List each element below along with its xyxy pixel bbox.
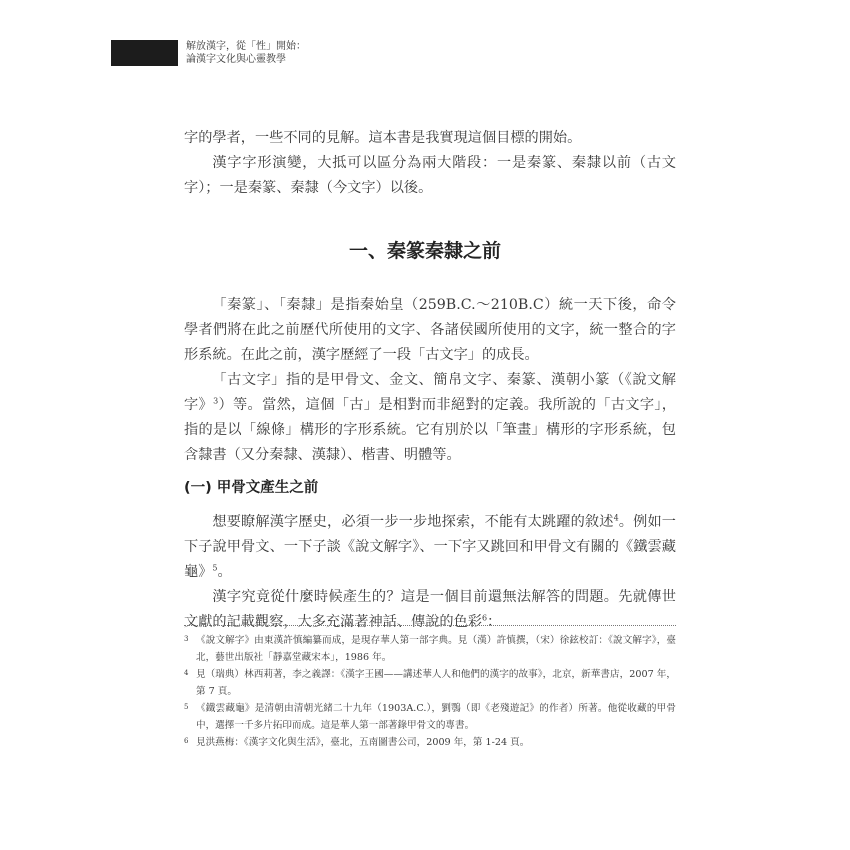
running-head-title (186, 40, 306, 66)
intro-text (184, 126, 676, 201)
footnote-6 (184, 734, 676, 751)
footnote-number: 6 (184, 737, 189, 745)
running-head-line2: 論漢字文化與心靈教學 (186, 54, 286, 65)
footnote-text: 見洪燕梅：《漢字文化與生活》，臺北，五南圖書公司，2009 年，第 1-24 頁。 (196, 737, 530, 748)
subsection-paragraph-1: 想要瞭解漢字歷史，必須一步一步地探索，不能有太跳躍的敘述$^4$。例如一下子說甲骨文、一下子談《說文解字》、一下字又跳回和甲骨文有關的《鐵雲藏龜》$^5$。 (184, 513, 676, 580)
running-head-block (111, 40, 178, 66)
section-body (184, 293, 676, 468)
footnote-ref-5[interactable]: 5 (212, 563, 218, 573)
footnote-ref-3[interactable]: 3 (213, 396, 219, 406)
footnote-number: 5 (184, 703, 189, 711)
section-paragraph-1: 「秦篆」、「秦隸」是指秦始皇（259B.C.～210B.C）統一天下後，命令學者們將在此之前歷代所使用的文字、各諸侯國所使用的文字，統一整合的字形系統。在此之前，漢字歷經了一段「古文字」的成長。 (184, 297, 676, 363)
intro-paragraph-2: 漢字字形演變，大抵可以區分為兩大階段：一是秦篆、秦隸以前（古文字）；一是秦篆、秦隸（今文字）以後。 (184, 155, 676, 196)
footnote-number: 3 (184, 635, 189, 643)
footnote-4 (184, 666, 676, 700)
footnote-divider (184, 625, 676, 626)
running-head-line1: 解放漢字，從「性」開始： (186, 41, 306, 52)
intro-paragraph-continued: 字的學者，一些不同的見解。這本書是我實現這個目標的開始。 (184, 130, 582, 146)
footnote-5 (184, 700, 676, 734)
section-paragraph-2: 「古文字」指的是甲骨文、金文、簡帛文字、秦篆、漢朝小篆（《說文解字》$^3$）等。當然，這個「古」是相對而非絕對的定義。我所說的「古文字」，指的是以「線條」構形的字形系統。它有別於以「筆畫」構形的字形系統，包含隸書（又分秦隸、漢隸）、楷書、明體等。 (184, 372, 676, 463)
subsection-title: (一) 甲骨文產生之前 (184, 480, 319, 496)
footnote-text: 《鐵雲藏龜》是清朝由清朝光緒二十九年（1903A.C.），劉鶚（即《老殘遊記》的作者）所著。他從收藏的甲骨中，選擇一千多片拓印而成。這是華人第一部著錄甲骨文的專書。 (196, 703, 676, 731)
subsection-body (184, 510, 676, 635)
footnote-ref-6[interactable]: 6 (481, 613, 488, 623)
footnote-number: 4 (184, 669, 189, 677)
section-title: 一、秦篆秦隸之前 (348, 240, 501, 262)
subsection-paragraph-2: 漢字究竟從什麼時候產生的？這是一個目前還無法解答的問題。先就傳世文獻的記載觀察，大多充滿著神話、傳說的色彩$^6$： (184, 589, 676, 630)
running-head (111, 40, 306, 66)
footnote-text: 《說文解字》由東漢許慎編纂而成，是現存華人第一部字典。見（漢）許慎撰，（宋）徐鉉校訂：《說文解字》，臺北，藝世出版社「靜嘉堂藏宋本」，1986 年。 (196, 635, 676, 663)
footnotes (184, 632, 676, 751)
footnote-ref-4[interactable]: 4 (613, 513, 619, 523)
footnote-text: 見（瑞典）林西莉著，李之義譯：《漢字王國——講述華人人和他們的漢字的故事》，北京，新華書店，2007 年，第 7 頁。 (196, 669, 676, 697)
footnote-3 (184, 632, 676, 666)
